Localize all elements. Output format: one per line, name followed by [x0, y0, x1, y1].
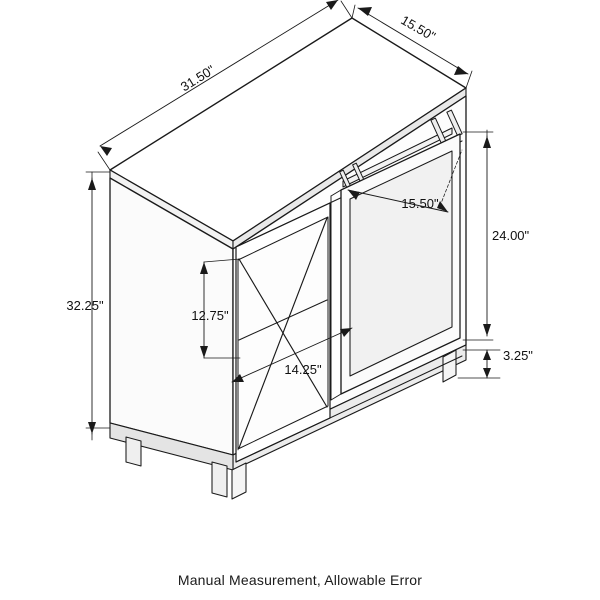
label-door-width: 15.50": [401, 196, 439, 211]
label-depth-overall: 15.50": [398, 12, 439, 44]
x-brace-panel: [236, 203, 330, 462]
label-brace-width: 14.25": [284, 362, 322, 377]
label-leg-height: 3.25": [503, 348, 533, 363]
measurement-note: Manual Measurement, Allowable Error: [177, 572, 423, 588]
label-door-height: 24.00": [492, 228, 530, 243]
label-width-overall: 31.50": [177, 62, 218, 95]
label-brace-height: 12.75": [191, 308, 229, 323]
label-height-overall: 32.25": [66, 298, 104, 313]
dimension-door-height: [463, 130, 493, 340]
